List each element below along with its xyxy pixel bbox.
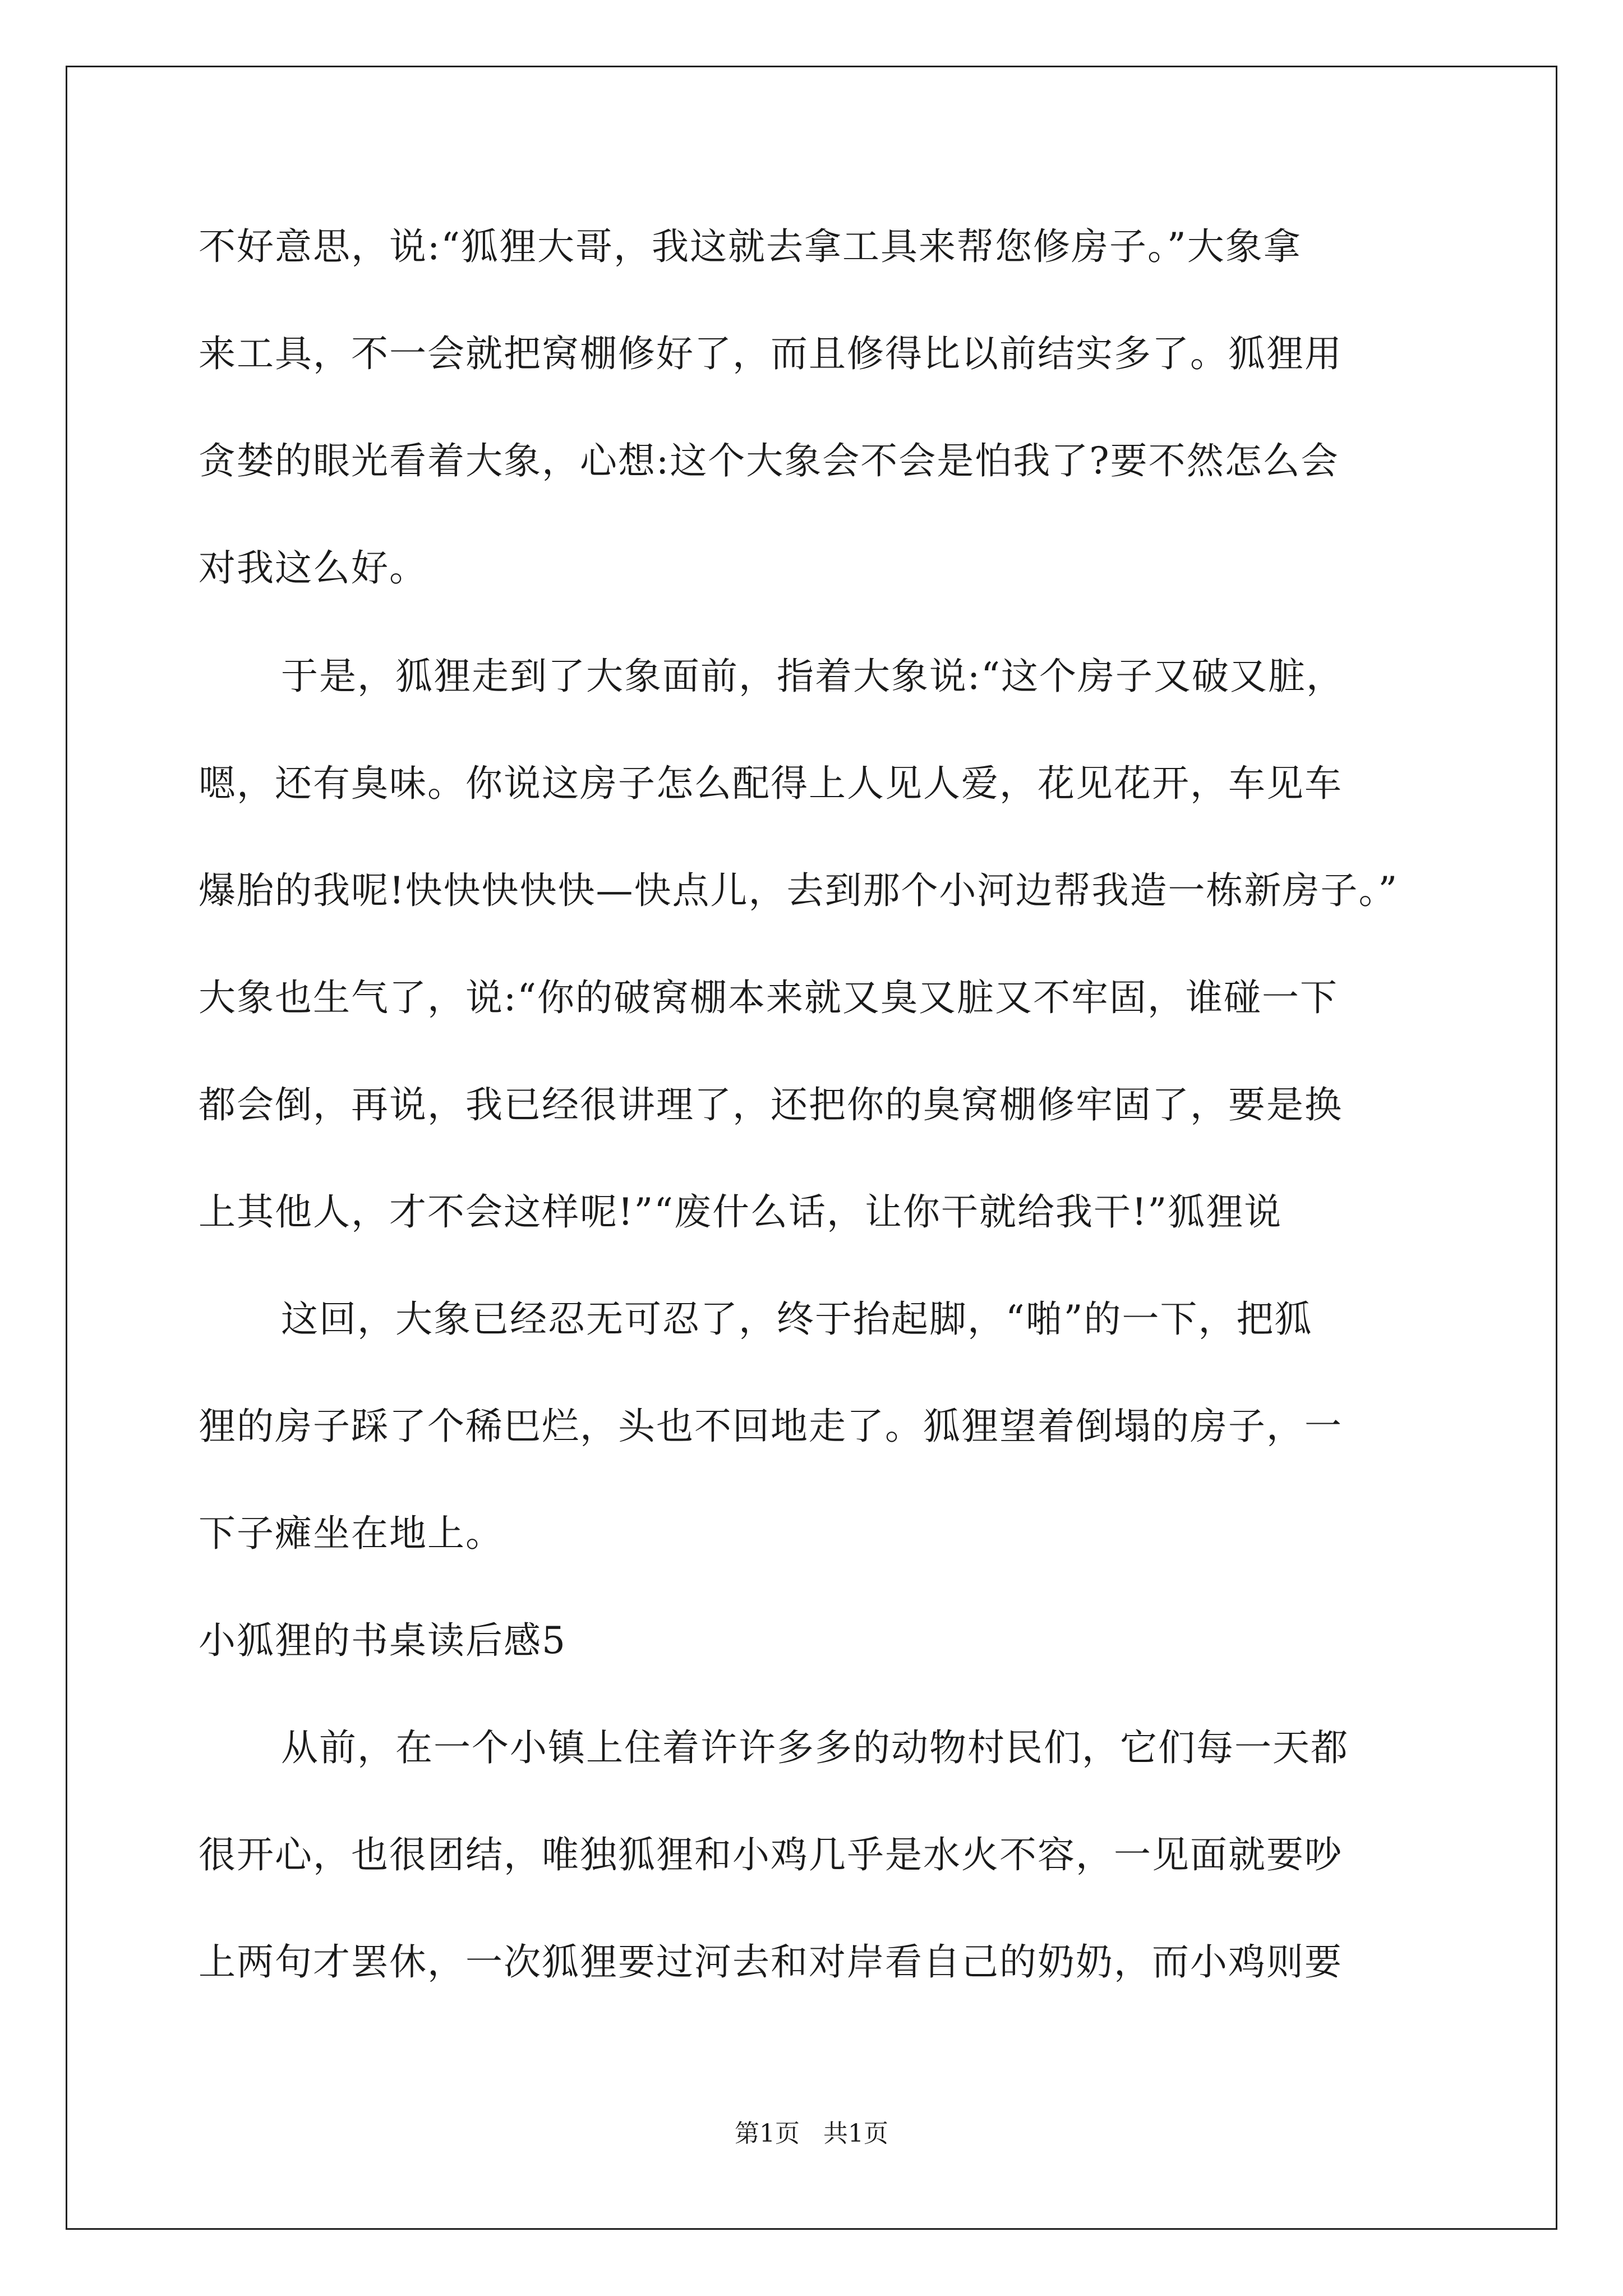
paragraph-first-line: 从前，在一个小镇上住着许许多多的动物村民们，它们每一天都 [281, 1726, 1349, 1769]
text-line: 狸的房子踩了个稀巴烂，头也不回地走了。狐狸望着倒塌的房子，一 [199, 1405, 1343, 1448]
text-line: 下子瘫坐在地上。 [199, 1512, 504, 1555]
text-line: 嗯，还有臭味。你说这房子怎么配得上人见人爱，花见花开，车见车 [199, 762, 1343, 805]
text-line: 来工具，不一会就把窝棚修好了，而且修得比以前结实多了。狐狸用 [199, 332, 1343, 375]
text-line: 贪婪的眼光看着大象，心想:这个大象会不会是怕我了?要不然怎么会 [199, 439, 1339, 482]
paragraph-first-line: 于是，狐狸走到了大象面前，指着大象说:“这个房子又破又脏， [281, 655, 1344, 698]
section-heading: 小狐狸的书桌读后感5 [199, 1619, 566, 1662]
page-number-footer: 第1页 共1页 [735, 2119, 888, 2148]
page-border [66, 66, 1557, 2230]
text-line: 上两句才罢休，一次狐狸要过河去和对岸看自己的奶奶，而小鸡则要 [199, 1940, 1343, 1984]
text-line: 爆胎的我呢!快快快快快—快点儿，去到那个小河边帮我造一栋新房子。” [199, 869, 1399, 912]
text-line: 很开心，也很团结，唯独狐狸和小鸡几乎是水火不容，一见面就要吵 [199, 1833, 1343, 1876]
text-line: 大象也生气了，说:“你的破窝棚本来就又臭又脏又不牢固，谁碰一下 [199, 976, 1338, 1019]
text-line: 都会倒，再说，我已经很讲理了，还把你的臭窝棚修牢固了，要是换 [199, 1083, 1343, 1126]
paragraph-first-line: 这回，大象已经忍无可忍了，终于抬起脚，“啪”的一下，把狐 [281, 1297, 1313, 1341]
text-line: 不好意思，说:“狐狸大哥，我这就去拿工具来帮您修房子。”大象拿 [199, 225, 1302, 268]
text-line: 上其他人，才不会这样呢!”“废什么话，让你干就给我干!”狐狸说 [199, 1190, 1283, 1234]
text-line: 对我这么好。 [199, 546, 427, 590]
